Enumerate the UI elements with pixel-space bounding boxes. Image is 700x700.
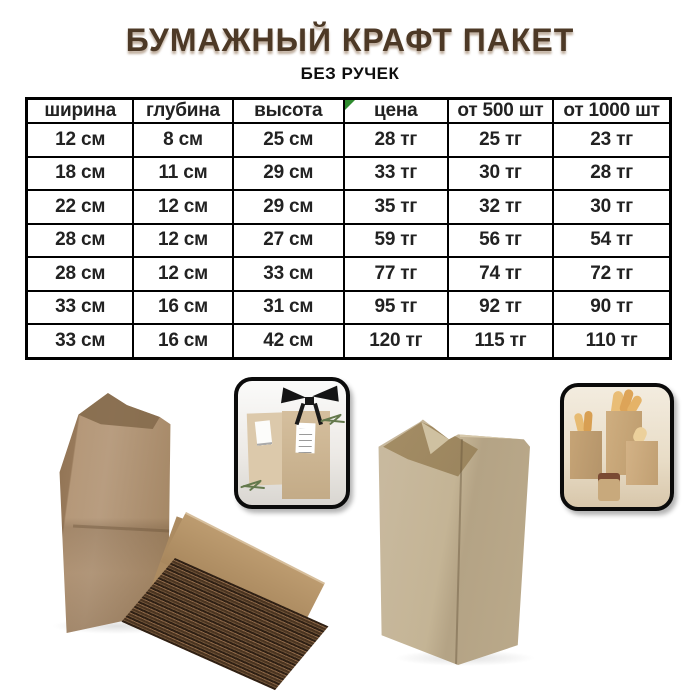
cell: 90 тг [553,291,670,325]
cell: 25 см [233,123,344,157]
cell: 23 тг [553,123,670,157]
cell: 28 см [27,224,134,258]
header-row [27,99,671,124]
cell: 42 см [233,324,344,358]
paper-tag [295,423,315,454]
cell-flag-icon [345,100,355,110]
bow-wing [311,386,339,405]
cell: 95 тг [344,291,448,325]
cell: 22 см [27,190,134,224]
table-row [27,257,671,291]
cell: 33 см [233,257,344,291]
cell: 27 см [233,224,344,258]
col-header-from1000: от 1000 шт [553,99,670,124]
cell: 33 тг [344,157,448,191]
cell: 120 тг [344,324,448,358]
page-subtitle: БЕЗ РУЧЕК [300,64,400,83]
table-row [27,123,671,157]
col-header-price-label: цена [374,100,418,121]
bread-bags-photo [560,383,674,511]
col-header-from500: от 500 шт [448,99,554,124]
cell: 12 см [133,257,232,291]
black-ribbon-bow [284,387,334,417]
baguette [583,411,593,434]
cell: 30 тг [448,157,554,191]
cell: 33 см [27,291,134,325]
cell: 31 см [233,291,344,325]
rosemary-sprig [240,481,266,491]
bread-bag [626,441,658,485]
cell: 12 см [27,123,134,157]
cell: 28 тг [553,157,670,191]
cell: 8 см [133,123,232,157]
price-table [25,97,672,360]
cell: 28 см [27,257,134,291]
open-kraft-bag-image [377,417,530,665]
cell: 77 тг [344,257,448,291]
price-table-container [25,97,672,360]
cell: 72 тг [553,257,670,291]
cell: 12 см [133,224,232,258]
table-row [27,157,671,191]
col-header-width: ширина [27,99,134,124]
cell: 33 см [27,324,134,358]
table-row [27,291,671,325]
table-row [27,190,671,224]
page-title: БУМАЖНЫЙ КРАФТ ПАКЕТ [125,22,575,58]
bag-interior [377,417,530,665]
cell: 28 тг [344,123,448,157]
cell: 110 тг [553,324,670,358]
paper-tag [255,420,272,445]
cell: 16 см [133,291,232,325]
cell: 59 тг [344,224,448,258]
cell: 92 тг [448,291,554,325]
col-header-depth: глубина [133,99,232,124]
cell: 35 тг [344,190,448,224]
cell: 115 тг [448,324,554,358]
cell: 18 см [27,157,134,191]
table-row [27,324,671,358]
rosemary-sprig [320,415,346,425]
bread-bag [570,431,602,479]
col-header-price [344,99,448,124]
table-row [27,224,671,258]
cell: 11 см [133,157,232,191]
cell: 56 тг [448,224,554,258]
ribbon-gift-bags-photo [234,377,350,509]
cell: 54 тг [553,224,670,258]
cell: 29 см [233,190,344,224]
cell: 12 см [133,190,232,224]
cell: 16 см [133,324,232,358]
col-header-height: высота [233,99,344,124]
cell: 32 тг [448,190,554,224]
small-sack [598,473,620,501]
cell: 25 тг [448,123,554,157]
bow-knot [305,397,314,405]
bag-rim-highlight [460,433,524,439]
cell: 29 см [233,157,344,191]
cell: 74 тг [448,257,554,291]
cell: 30 тг [553,190,670,224]
